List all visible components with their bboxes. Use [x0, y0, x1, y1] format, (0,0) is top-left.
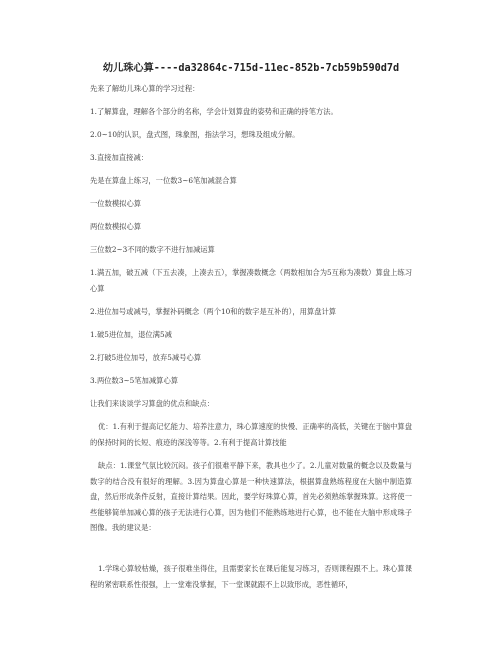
document-title: 幼儿珠心算----da32864c-715d-11ec-852b-7cb59b590d7d [102, 63, 400, 74]
paragraph-practice: 先是在算盘上练习，一位数3~6笔加减混合算 [90, 176, 237, 185]
paragraph-five-rule: 1.满五加，破五减（下五去凑，上凑去五），掌握凑数概念（两数相加合为5互称为凑数）算盘上练习心算 [90, 268, 412, 293]
paragraph-three-digit: 三位数2~3不同的数字不进行加减运算 [90, 245, 215, 254]
paragraph-advantages: 优：1.有利于提高记忆能力、培养注意力，珠心算速度的快慢、正确率的高低，关键在于脑中算盘的保持时间的长短、痕迹的深浅等等。2.有利于提高计算技能 [90, 422, 412, 447]
paragraph-one-digit: 一位数模拟心算 [90, 199, 142, 208]
paragraph-step-2: 2.0~10的认识，盘式图，珠象图，指法学习，想珠及组成分解。 [90, 130, 300, 139]
paragraph-suggestion: 1.学珠心算较枯燥，孩子很难坐得住，且需要家长在课后能复习练习，否则课程跟不上。珠心算课程的紧密联系性很强，上一堂难没掌握，下一堂课就跟不上以致形成，恶性循环， [90, 564, 412, 589]
paragraph-intro: 先来了解幼儿珠心算的学习过程： [90, 84, 200, 93]
paragraph-break-five: 1.破5进位加，退位满5减 [90, 330, 172, 339]
paragraph-two-digit-mental: 3.两位数3~5笔加减算心算 [90, 376, 179, 385]
paragraph-break-five-mental: 2.打破5进位加号，放弃5减号心算 [90, 353, 202, 362]
paragraph-pros-cons-heading: 让我们来谈谈学习算盘的优点和缺点： [90, 399, 215, 408]
paragraph-step-3: 3.直接加直接减： [90, 153, 149, 162]
paragraph-step-1: 1.了解算盘，理解各个部分的名称，学会计划算盘的姿势和正确的持笔方法。 [90, 107, 338, 116]
paragraph-carry: 2.进位加号或减号，掌握补码概念（两个10和的数字是互补的），用算盘计算 [90, 307, 337, 316]
paragraph-two-digit: 两位数模拟心算 [90, 222, 142, 231]
paragraph-disadvantages: 缺点：1.课堂气氛比较沉闷。孩子们很难平静下来，教具也少了。2.儿童对数量的概念以及数量与数字的结合没有很好的理解。3.因为算盘心算是一种快速算法，根据算盘熟练程度在大脑中制造算盘，然后形成条件反射，直接计算结果。因此，要学好珠算心算，首先必须熟练掌握珠算。这将使一些能够简单加减心算的孩子无法进行心算，因为他们不能熟练地进行心算，也不能在大脑中形成珠子图像。我的建议是： [90, 461, 412, 532]
